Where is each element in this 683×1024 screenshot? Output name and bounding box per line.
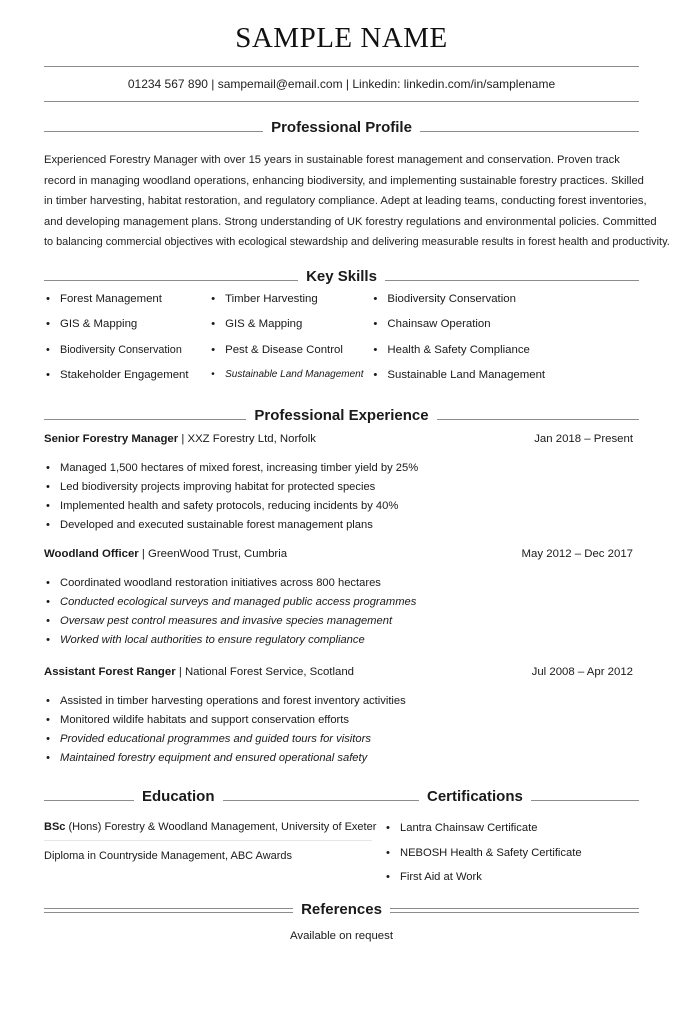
education-item [44,847,372,869]
education-item [44,818,377,841]
skill-item: • Timber Harvesting [209,293,371,318]
section-title: References [301,901,382,918]
profile-line: to balancing commercial objectives with ecological stewardship and delivering measurable results in forest health and productivity. [44,236,670,248]
certifications-list [386,818,639,892]
job-title-line [44,548,287,570]
job-entry [44,433,639,535]
degree-details: Diploma in Countryside Management, ABC Awards [44,850,293,862]
job-bullets [44,459,639,535]
skills-grid [44,293,639,394]
job-bullet: • Provided educational programmes and guided tours for visitors [44,730,639,749]
job-bullet: • Developed and executed sustainable forest management plans [44,516,639,535]
skills-row [44,369,639,394]
job-org: | GreenWood Trust, Cumbria [138,548,288,560]
job-bullet: • Oversaw pest control measures and invasive species management [44,612,639,631]
divider [44,908,293,913]
references-text: Available on request [289,930,393,942]
skill-item: • GIS & Mapping [44,318,209,343]
section-title: Key Skills [306,268,377,285]
divider [437,419,639,420]
job-title-line [44,666,354,688]
section-title: Certifications [427,788,523,805]
degree-details: (Hons) Forestry & Woodland Management, University of Exeter [65,821,377,833]
job-header [44,548,639,570]
job-bullet: • Led biodiversity projects improving habitat for protected species [44,478,639,497]
job-bullet: • Implemented health and safety protocols, reducing incidents by 40% [44,497,639,516]
job-bullet: • Monitored wildife habitats and support conservation efforts [44,711,639,730]
job-role: Senior Forestry Manager [44,433,179,445]
divider [385,280,639,281]
education-list [44,818,377,869]
skills-row [44,318,639,343]
candidate-name: SAMPLE NAME [235,22,448,54]
skill-item: • Health & Safety Compliance [371,344,639,369]
job-org: | National Forest Service, Scotland [175,666,355,678]
skills-row [44,293,639,318]
skill-item: • Sustainable Land Management [371,369,639,394]
profile-line: in timber harvesting, habitat restoration, and regulatory compliance. Adept at leading teams, conducting forest inventories, [44,195,647,207]
job-dates: Jul 2008 – Apr 2012 [531,666,633,678]
job-bullet: • Maintained forestry equipment and ensured operational safety [44,749,639,768]
skill-item: • Biodiversity Conservation [44,344,209,369]
skill-item: • Pest & Disease Control [209,344,371,369]
contact-line: 01234 567 890 | sampemail@email.com | Linkedin: linkedin.com/in/samplename [127,77,556,91]
skill-item: • Biodiversity Conservation [371,293,639,318]
divider [44,280,298,281]
divider [223,800,419,801]
job-role: Woodland Officer [44,548,139,560]
divider [420,131,639,132]
divider [44,66,639,67]
section-title: Education [142,788,215,805]
job-bullet: • Conducted ecological surveys and managed public access programmes [44,593,639,612]
skill-item: • GIS & Mapping [209,318,371,343]
section-title: Professional Profile [271,119,412,136]
job-header [44,433,639,455]
job-bullet: • Coordinated woodland restoration initiatives across 800 hectares [44,574,639,593]
divider [44,131,263,132]
profile-summary [44,150,670,253]
job-header [44,666,639,688]
skills-row [44,344,639,369]
certification-item: • NEBOSH Health & Safety Certificate [386,843,639,868]
degree-abbrev: BSc [44,821,66,833]
certification-item: • Lantra Chainsaw Certificate [386,818,639,843]
job-entry [44,666,639,768]
profile-line: Experienced Forestry Manager with over 15 years in sustainable forest management and conservation. Proven track [44,154,620,166]
skill-item: • Stakeholder Engagement [44,369,209,394]
skill-item: • Chainsaw Operation [371,318,639,343]
job-org: | XXZ Forestry Ltd, Norfolk [178,433,316,445]
divider [44,101,639,102]
job-entry [44,548,639,650]
section-header-profile [44,119,639,136]
profile-line: and developing management plans. Strong understanding of UK forestry regulations and environmental policies. Committed [44,215,657,228]
section-header-experience [44,407,639,424]
divider [390,908,639,913]
section-title: Professional Experience [254,407,429,424]
divider [531,800,639,801]
job-role: Assistant Forest Ranger [44,666,176,678]
section-header-certifications [419,788,639,805]
divider [44,800,134,801]
job-dates: May 2012 – Dec 2017 [521,548,633,560]
section-header-skills [44,268,639,285]
section-header-education [44,788,419,805]
divider [44,419,246,420]
certification-item: • First Aid at Work [386,867,639,892]
job-dates: Jan 2018 – Present [534,433,633,445]
job-bullets [44,692,639,768]
job-bullet: • Managed 1,500 hectares of mixed forest, increasing timber yield by 25% [44,459,639,478]
job-bullet: • Worked with local authorities to ensure regulatory compliance [44,631,639,650]
skill-item: • Sustainable Land Management [209,369,371,394]
job-title-line [44,433,316,455]
job-bullets [44,574,639,650]
profile-line: record in managing woodland operations, enhancing biodiversity, and implementing sustainable forestry practices. Skilled [44,174,644,187]
skill-item: • Forest Management [44,293,209,318]
section-header-references [44,901,639,918]
job-bullet: • Assisted in timber harvesting operations and forest inventory activities [44,692,639,711]
